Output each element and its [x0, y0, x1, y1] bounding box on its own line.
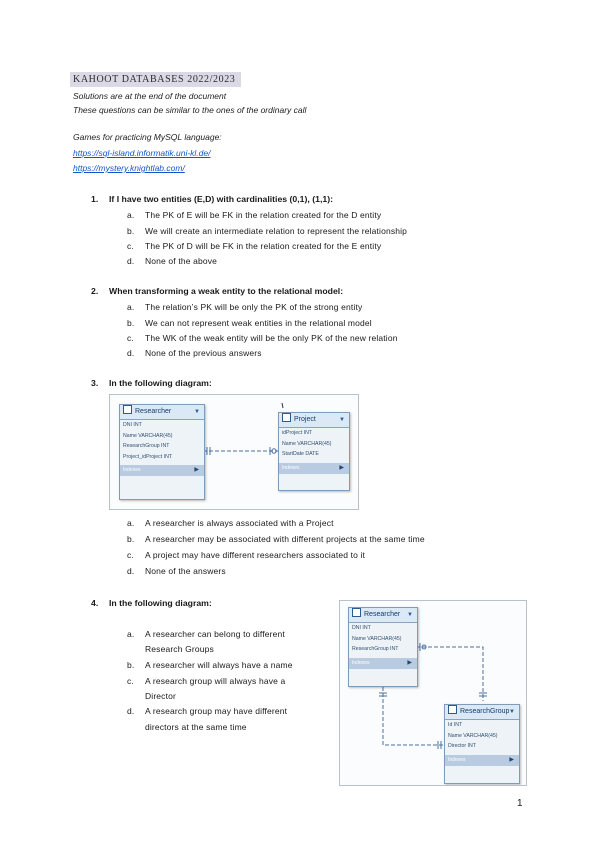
entity-name: ResearchGroup [460, 708, 510, 715]
question-1 [91, 194, 333, 204]
question-2-option-a: a. The relation’s PK will be only the PK of the strong entity [127, 302, 363, 312]
attribute: Director INT [448, 743, 476, 749]
attribute: Name VARCHAR(45) [123, 432, 173, 439]
expand-arrow-icon: ▶ [194, 467, 199, 473]
question-text: In the following diagram: [109, 598, 212, 608]
researcher-entity[interactable] [348, 607, 418, 687]
question-text: In the following diagram: [109, 378, 212, 388]
intro-solutions-note: Solutions are at the end of the document [73, 91, 227, 101]
question-1-option-d: d. None of the above [127, 256, 218, 266]
attribute: ResearchGroup INT [352, 646, 399, 652]
chevron-down-icon[interactable]: ▼ [194, 409, 200, 415]
er-diagram-researcher-project [109, 394, 359, 510]
entity-name: Researcher [135, 408, 172, 415]
indexes-section[interactable]: Indexes ▶ [445, 755, 519, 766]
question-2 [91, 286, 343, 296]
document-title: KAHOOT DATABASES 2022/2023 [70, 72, 241, 87]
attribute: DNI INT [352, 625, 371, 631]
question-3 [91, 378, 212, 388]
question-number: 4. [91, 598, 99, 608]
sql-island-link[interactable]: https://sql-island.informatik.uni-kl.de/ [73, 148, 211, 158]
research-group-entity[interactable] [444, 704, 520, 784]
question-1-option-c: c. The PK of D will be FK in the relation created for the E entity [127, 241, 382, 251]
indexes-section[interactable]: Indexes ▶ [279, 463, 349, 474]
question-3-option-a: a. A researcher is always associated with a Project [127, 518, 334, 528]
expand-arrow-icon: ▶ [407, 659, 412, 666]
question-4-option-a-continued: Research Groups [145, 644, 214, 654]
question-4-option-d-continued: directors at the same time [145, 722, 247, 732]
question-4-option-a: a. A researcher can belong to different [127, 629, 285, 639]
indexes-section[interactable]: Indexes ▶ [120, 465, 204, 476]
chevron-down-icon[interactable]: ▼ [339, 417, 345, 423]
question-4-option-c: c. A research group will always have a [127, 676, 286, 686]
researcher-entity[interactable] [119, 404, 205, 500]
entity-name: Researcher [364, 611, 401, 618]
question-text: If I have two entities (E,D) with cardinalities (0,1), (1,1): [109, 194, 333, 204]
er-diagram-researcher-researchgroup [339, 600, 527, 786]
question-number: 3. [91, 378, 99, 388]
question-4 [91, 598, 212, 608]
chevron-down-icon[interactable]: ▼ [407, 612, 413, 618]
table-icon [123, 405, 132, 414]
question-1-option-b: b. We will create an intermediate relation to represent the relationship [127, 226, 408, 236]
intro-similarity-note: These questions can be similar to the ones of the ordinary call [73, 105, 307, 115]
attribute: ResearchGroup INT [123, 443, 170, 449]
page-number: 1 [517, 798, 523, 809]
question-4-option-d: d. A research group may have different [127, 706, 288, 716]
indexes-section[interactable]: Indexes ▶ [349, 658, 417, 669]
chevron-down-icon[interactable]: ▼ [509, 709, 515, 715]
attribute: idProject INT [282, 430, 312, 436]
mystery-knightlab-link[interactable]: https://mystery.knightlab.com/ [73, 163, 185, 173]
attribute: DNI INT [123, 422, 142, 428]
question-3-option-b: b. A researcher may be associated with different projects at the same time [127, 534, 425, 544]
expand-arrow-icon: ▶ [339, 464, 344, 471]
table-icon [352, 608, 361, 617]
question-3-option-d: d. None of the answers [127, 566, 226, 576]
games-label: Games for practicing MySQL language: [73, 132, 222, 142]
question-2-option-d: d. None of the previous answers [127, 348, 262, 358]
attribute: StartDate DATE [282, 451, 319, 457]
question-2-option-c: c. The WK of the weak entity will be the only PK of the new relation [127, 333, 398, 343]
question-text: When transforming a weak entity to the relational model: [109, 286, 344, 296]
project-entity[interactable] [278, 412, 350, 491]
question-1-option-a: a. The PK of E will be FK in the relation created for the D entity [127, 210, 382, 220]
attribute: Name VARCHAR(45) [352, 635, 402, 642]
attribute: Name VARCHAR(45) [282, 440, 332, 447]
attribute: Name VARCHAR(45) [448, 732, 498, 739]
table-icon [448, 705, 457, 714]
expand-arrow-icon: ▶ [509, 756, 514, 763]
entity-name: Project [294, 416, 316, 423]
question-4-option-c-continued: Director [145, 691, 176, 701]
attribute: Project_idProject INT [123, 453, 173, 460]
question-number: 1. [91, 194, 99, 204]
table-icon [282, 413, 291, 422]
attribute: Id INT [448, 722, 463, 728]
question-4-option-b: b. A researcher will always have a name [127, 660, 293, 670]
question-3-option-c: c. A project may have different researchers associated to it [127, 550, 366, 560]
question-number: 2. [91, 286, 99, 296]
question-2-option-b: b. We can not represent weak entities in the relational model [127, 318, 372, 328]
